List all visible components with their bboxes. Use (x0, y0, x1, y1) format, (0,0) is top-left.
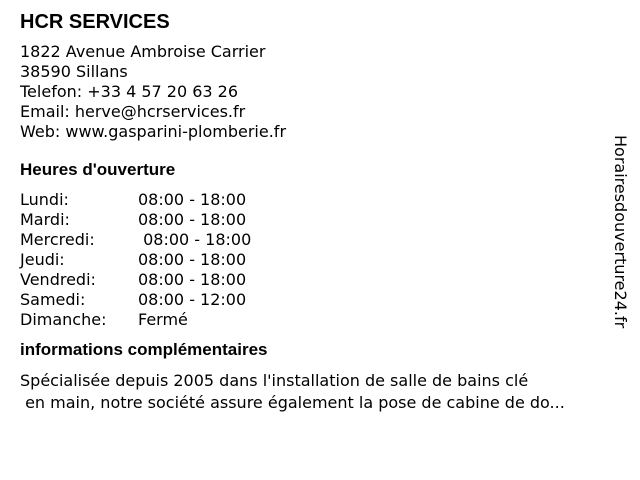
hours-time: 08:00 - 18:00 (138, 250, 247, 269)
address-street: 1822 Avenue Ambroise Carrier (20, 42, 266, 61)
hours-time: 08:00 - 18:00 (138, 190, 247, 209)
address-city: 38590 Sillans (20, 62, 128, 81)
hours-day: Vendredi: (20, 270, 96, 289)
company-name: HCR SERVICES (20, 11, 170, 33)
phone-line: Telefon: +33 4 57 20 63 26 (20, 82, 239, 101)
hours-day: Jeudi: (20, 250, 65, 269)
hours-row (20, 290, 610, 310)
address-block (20, 42, 610, 142)
hours-time: 08:00 - 18:00 (138, 270, 247, 289)
hours-day: Samedi: (20, 290, 86, 309)
website-line: Web: www.gasparini-plomberie.fr (20, 122, 287, 141)
hours-row (20, 270, 610, 290)
hours-table (20, 190, 610, 330)
hours-time: 08:00 - 18:00 (138, 230, 252, 249)
hours-row (20, 230, 610, 250)
hours-day: Lundi: (20, 190, 69, 209)
info-text-line: en main, notre société assure également la pose de cabine de do... (20, 393, 565, 412)
hours-row (20, 250, 610, 270)
hours-heading: Heures d'ouverture (20, 160, 176, 179)
hours-row (20, 190, 610, 210)
hours-row (20, 310, 610, 330)
hours-day: Mardi: (20, 210, 70, 229)
brand-watermark: Horairesdouverture24.fr (611, 135, 630, 329)
info-text-line: Spécialisée depuis 2005 dans l'installation de salle de bains clé (20, 371, 529, 390)
business-card (20, 10, 610, 414)
hours-time: 08:00 - 18:00 (138, 210, 247, 229)
hours-day: Dimanche: (20, 310, 107, 329)
info-heading: informations complémentaires (20, 340, 268, 359)
email-line: Email: herve@hcrservices.fr (20, 102, 246, 121)
hours-time: 08:00 - 12:00 (138, 290, 247, 309)
hours-row (20, 210, 610, 230)
info-description (20, 370, 610, 414)
hours-day: Mercredi: (20, 230, 95, 249)
hours-time: Fermé (138, 310, 188, 329)
